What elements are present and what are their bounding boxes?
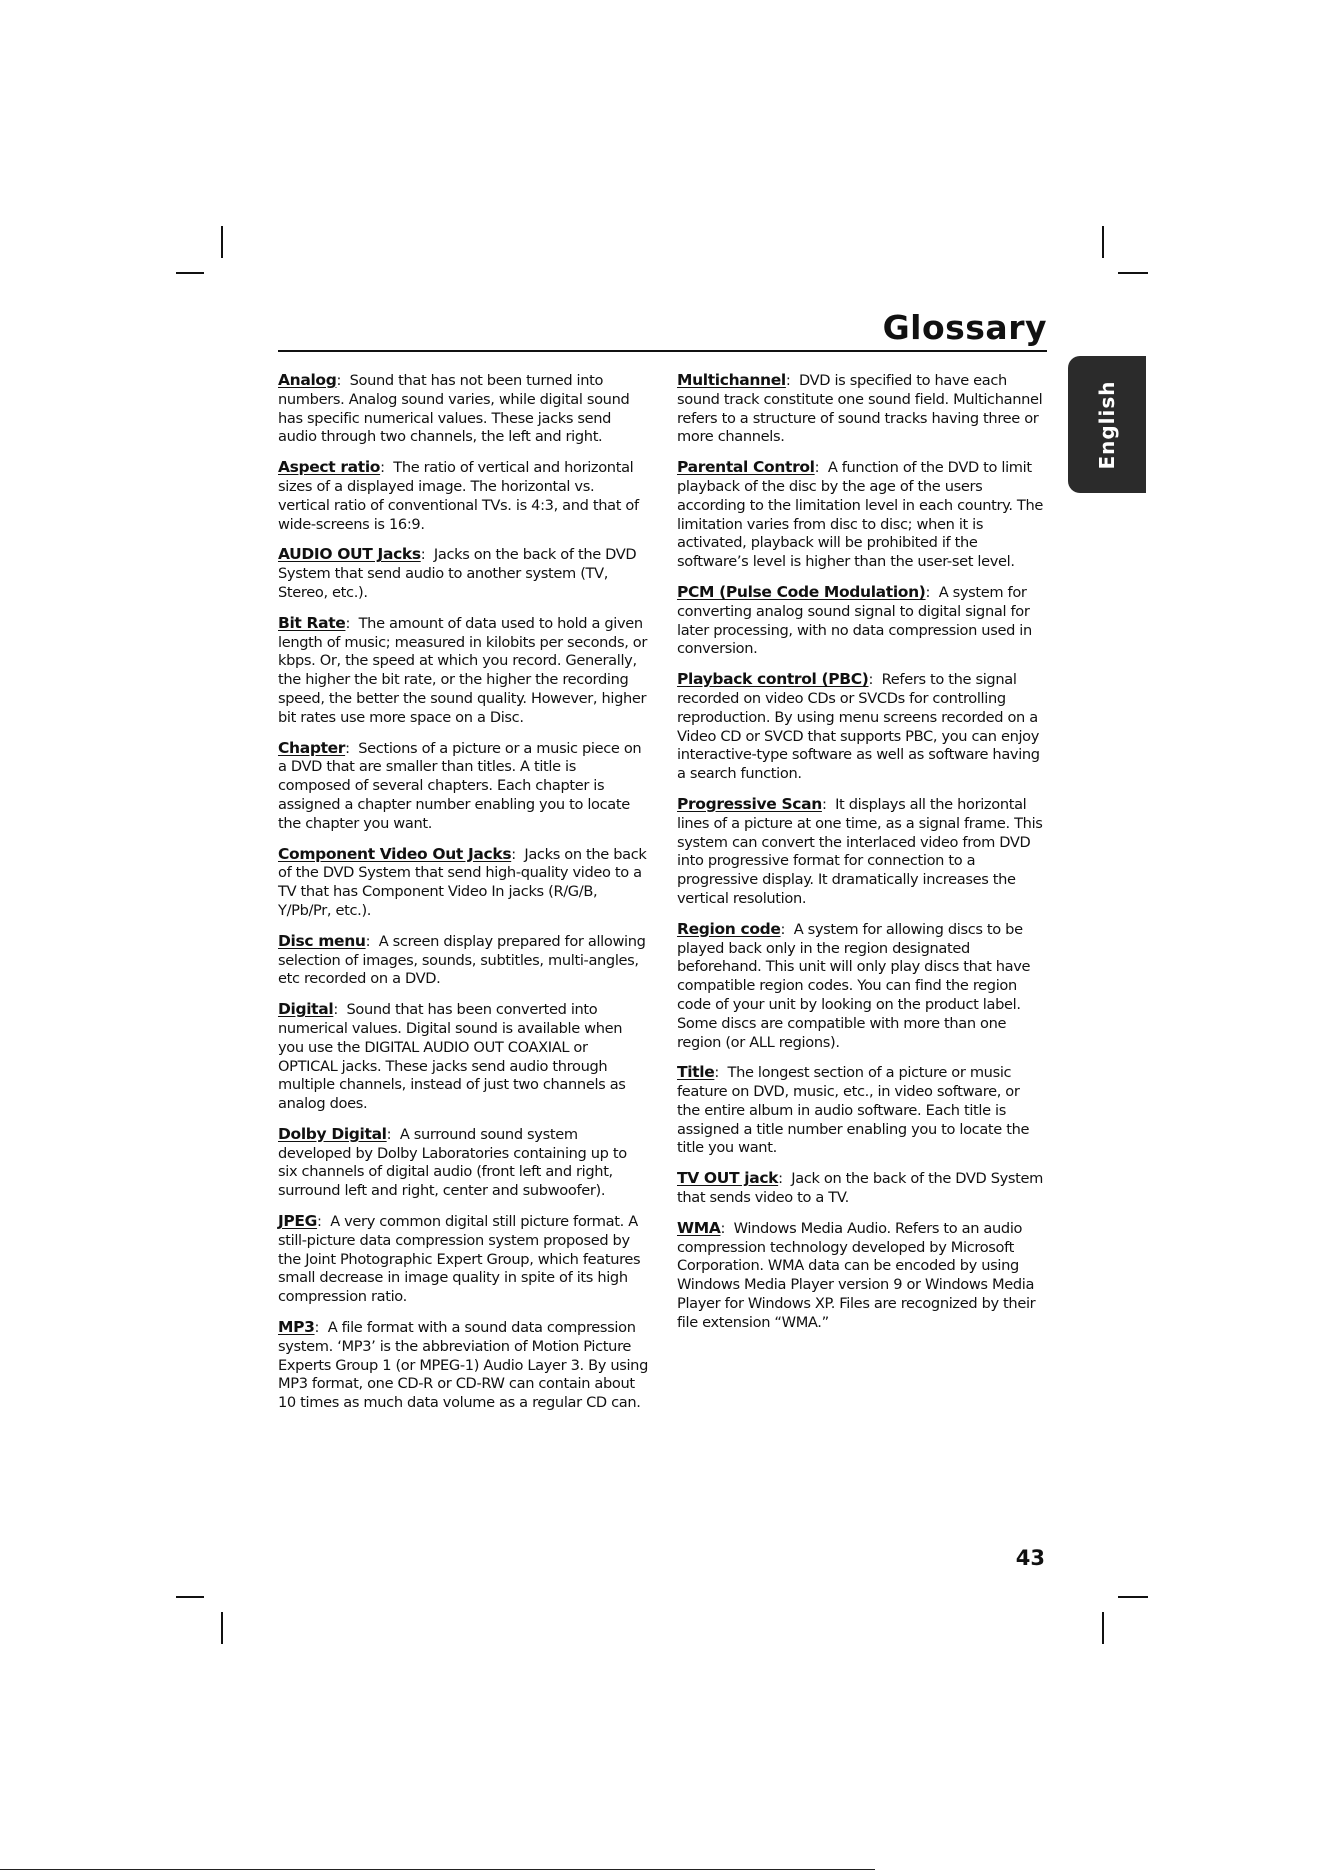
glossary-definition: Jack on the back of the DVD System that sends video to a TV. (677, 1170, 1044, 1207)
glossary-entry (677, 795, 1045, 909)
language-tab-label: English (1095, 379, 1119, 470)
glossary-definition: Windows Media Audio. Refers to an audio compression technology developed by Microsoft Corporation. WMA data can be encoded by using Windows Media Player version 9 or Windows Media Player for Windows XP. Files are recognized by their file extension “WMA.” (677, 1219, 1036, 1331)
glossary-entry (677, 670, 1045, 784)
glossary-term: AUDIO OUT Jacks (278, 545, 421, 564)
glossary-term: Analog (278, 371, 337, 389)
glossary-entry (278, 545, 648, 602)
glossary-term: Region code (677, 919, 781, 938)
crop-mark (176, 272, 204, 274)
glossary-term: Progressive Scan (677, 794, 822, 813)
glossary-entry (677, 583, 1045, 659)
glossary-term: Dolby Digital (278, 1124, 387, 1143)
glossary-term: Digital (278, 1000, 334, 1019)
bottom-rule (0, 1869, 875, 1870)
glossary-entry (278, 614, 648, 728)
title-divider (278, 350, 1047, 352)
glossary-definition: Sections of a picture or a music piece on a DVD that are smaller than titles. A title is composed of several chapters. Each chapter is assigned a chapter number enabling you to locate the chapter you want. (278, 739, 642, 832)
glossary-definition: A screen display prepared for allowing selection of images, sounds, subtitles, multi-angles, etc recorded on a DVD. (278, 932, 646, 988)
glossary-definition: The longest section of a picture or music feature on DVD, music, etc., in video software, or the entire album in audio software. Each title is assigned a title number enabling you to locate the title you want. (677, 1064, 1030, 1157)
glossary-definition: A file format with a sound data compression system. ‘MP3’ is the abbreviation of Motion Picture Experts Group 1 (or MPEG-1) Audio Layer 3. By using MP3 format, one CD-R or CD-RW can contain about 10 times as much data volume as a regular CD can. (278, 1319, 648, 1412)
glossary-entry (278, 1212, 648, 1307)
crop-mark (176, 1596, 204, 1598)
glossary-right-column (677, 371, 1045, 1344)
glossary-definition: The amount of data used to hold a given length of music; measured in kilobits per seconds, or kbps. Or, the speed at which you record. Generally, the higher the bit rate, or the higher the recording speed, the better the sound quality. However, higher bit rates use more space on a Disc. (278, 614, 648, 726)
glossary-definition: A function of the DVD to limit playback of the disc by the age of the users according to the limitation level in each country. The limitation varies from disc to disc; when it is activated, playback will be prohibited if the software’s level is higher than the user-set level. (677, 459, 1044, 571)
glossary-entry (278, 932, 648, 989)
glossary-entry (677, 1219, 1045, 1333)
term-separator: : (317, 1213, 331, 1231)
glossary-definition: It displays all the horizontal lines of a picture at one time, as a signal frame. This system can convert the interlaced video from DVD into progressive format for connection to a progressive display. It dramatically increases the vertical resolution. (677, 795, 1043, 907)
glossary-definition: Sound that has been converted into numerical values. Digital sound is available when you use the DIGITAL AUDIO OUT COAXIAL or OPTICAL jacks. These jacks send audio through multiple channels, instead of just two channels as analog does. (278, 1001, 626, 1113)
glossary-definition: A system for allowing discs to be played back only in the region designated beforehand. This unit will only play discs that have compatible region codes. You can find the region code of your unit by looking on the product label. Some discs are compatible with more than one region (or ALL regions). (677, 920, 1031, 1051)
glossary-left-column (278, 371, 648, 1424)
term-separator: : (314, 1319, 328, 1337)
glossary-entry (278, 1125, 648, 1201)
term-separator: : (386, 1125, 400, 1143)
crop-mark (1102, 1612, 1104, 1644)
glossary-term: Disc menu (278, 931, 366, 950)
glossary-entry (278, 739, 648, 834)
glossary-term: TV OUT jack (677, 1169, 779, 1188)
glossary-term: WMA (677, 1218, 721, 1237)
crop-mark (1118, 272, 1148, 274)
glossary-entry (278, 458, 648, 534)
crop-mark (221, 1612, 223, 1644)
page-number: 43 (1015, 1546, 1045, 1570)
term-separator: : (821, 795, 836, 813)
term-separator: : (420, 546, 434, 564)
glossary-definition: Sound that has not been turned into numbers. Analog sound varies, while digital sound has specific numerical values. These jacks send audio through two channels, the left and right. (278, 372, 630, 446)
glossary-term: Parental Control (677, 458, 815, 477)
glossary-term: Playback control (PBC) (677, 670, 869, 689)
glossary-definition: Jacks on the back of the DVD System that send audio to another system (TV, Stereo, etc.). (278, 546, 637, 601)
term-separator: : (868, 671, 882, 689)
language-tab (1068, 356, 1146, 493)
term-separator: : (925, 583, 939, 601)
glossary-entry (278, 845, 648, 921)
page-title: Glossary (882, 308, 1047, 347)
glossary-definition: Jacks on the back of the DVD System that send high-quality video to a TV that has Component Video In jacks (R/G/B, Y/Pb/Pr, etc.). (278, 845, 647, 919)
crop-mark (221, 226, 223, 258)
term-separator: : (780, 920, 794, 938)
glossary-definition: DVD is specified to have each sound track constitute one sound field. Multichannel refers to a structure of sound tracks having three or more channels. (677, 372, 1043, 446)
glossary-definition: A very common digital still picture format. A still-picture data compression system proposed by the Joint Photographic Expert Group, which features small decrease in image quality in spite of its high compression ratio. (278, 1213, 641, 1306)
glossary-term: Aspect ratio (278, 458, 381, 477)
glossary-entry (278, 371, 648, 447)
term-separator: : (511, 845, 525, 863)
glossary-entry (278, 1000, 648, 1114)
term-separator: : (714, 1064, 728, 1082)
term-separator: : (785, 372, 800, 389)
glossary-definition: The ratio of vertical and horizontal sizes of a displayed image. The horizontal vs. vertical ratio of conventional TVs. is 4:3, and that of wide-screens is 16:9. (278, 459, 639, 533)
term-separator: : (814, 459, 828, 477)
term-separator: : (345, 614, 359, 632)
term-separator: : (365, 932, 379, 950)
glossary-definition: A system for converting analog sound signal to digital signal for later processing, with no data compression used in conversion. (677, 583, 1032, 658)
term-separator: : (345, 739, 359, 757)
glossary-entry (677, 371, 1045, 447)
term-separator: : (720, 1219, 734, 1237)
glossary-entry (278, 1318, 648, 1413)
glossary-term: Bit Rate (278, 613, 346, 632)
glossary-entry (677, 458, 1045, 572)
glossary-term: Multichannel (677, 371, 786, 389)
glossary-term: Component Video Out Jacks (278, 844, 512, 863)
term-separator: : (778, 1170, 792, 1188)
term-separator: : (336, 372, 350, 389)
glossary-term: JPEG (278, 1212, 318, 1231)
term-separator: : (380, 459, 394, 477)
glossary-definition: Refers to the signal recorded on video CDs or SVCDs for controlling reproduction. By using menu screens recorded on a Video CD or SVCD that supports PBC, you can enjoy interactive-type software as well as software having a search function. (677, 671, 1040, 783)
glossary-term: Chapter (278, 738, 346, 757)
glossary-definition: A surround sound system developed by Dolby Laboratories containing up to six channels of digital audio (front left and right, surround left and right, center and subwoofer). (278, 1125, 627, 1200)
glossary-term: Title (677, 1063, 715, 1082)
glossary-entry (677, 1169, 1045, 1208)
term-separator: : (333, 1001, 347, 1019)
glossary-entry (677, 920, 1045, 1053)
crop-mark (1118, 1596, 1148, 1598)
glossary-term: PCM (Pulse Code Modulation) (677, 582, 926, 601)
glossary-entry (677, 1063, 1045, 1158)
crop-mark (1102, 226, 1104, 258)
glossary-term: MP3 (278, 1318, 315, 1337)
